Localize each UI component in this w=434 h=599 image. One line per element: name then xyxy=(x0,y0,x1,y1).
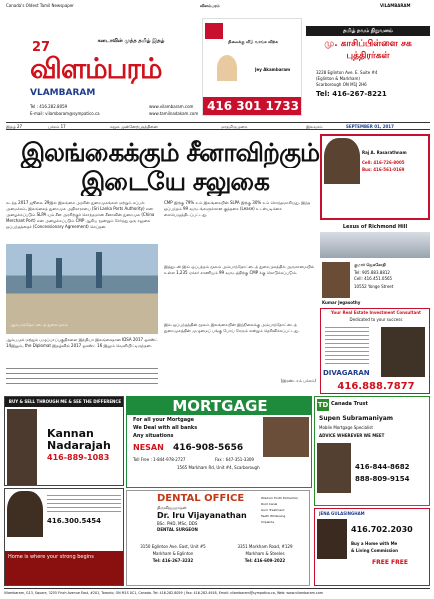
td-slogan: ADVICE WHEREVER WE MEET xyxy=(319,433,385,438)
crane-shape xyxy=(96,252,102,288)
headline-line-2: இடையே சலுகை xyxy=(80,168,269,196)
divagaran-subtitle: Dedicated to your success xyxy=(349,317,403,322)
ad-title: மு. காசிப்பிள்ளை சக புத்திரர்கள் xyxy=(324,39,412,61)
dental-title: DENTAL OFFICE xyxy=(157,493,245,504)
dental-tamil: திருவிஜயநாதன் xyxy=(157,505,187,510)
ad-title: நிலைக்கு வீடு வாங்க விற்க xyxy=(228,39,278,44)
mortgage-line-3: Any situations xyxy=(133,433,174,439)
jena-phone[interactable]: 416.702.2030 xyxy=(351,525,413,534)
dental-service: Teeth Whitening xyxy=(261,514,286,518)
kumar-tamil-name: குமார் ஜெகசோதி xyxy=(354,262,386,267)
dental-location-1 xyxy=(127,543,219,583)
agent-name: Jey Akambaram xyxy=(255,67,291,72)
jena-free: FREE FREE xyxy=(372,559,408,566)
crane-shape xyxy=(26,254,32,288)
lexus-banner[interactable]: Lexus of Richmond Hill xyxy=(342,224,408,230)
article-col2-p3: இவ் ஒப்பந்தத்தின் மூலம் இலங்கையின் இந்நிலைக்கு அம்பாந்தோட்டைத் துறைமுகத்தின் முழுமைப் பங்கு போய் சேரும் என்றும் தெரிவிக்கப்பட்டது. xyxy=(164,322,300,333)
kumar-cell[interactable]: Cell: 416.451.0565 xyxy=(354,276,393,281)
dental-phone[interactable]: Tel: 416-267-3232 xyxy=(152,558,194,563)
dateline-note: சுமூக முன்னேற்பதத்தினை xyxy=(110,124,158,129)
masthead-tel: Tel : 416.282.8059 xyxy=(30,104,68,109)
ad-address-2: (Eglinton & Markham) xyxy=(316,76,360,81)
divagaran-phone[interactable]: 416.888.7877 xyxy=(337,381,415,392)
divagaran-title: Your Real Estate Investment Consultant xyxy=(331,310,421,315)
dateline xyxy=(6,122,430,130)
anniversary-number: 27 xyxy=(32,40,51,52)
lexus-car-image xyxy=(320,232,430,258)
td-title: Canada Trust xyxy=(331,401,368,407)
mortgage-title: MORTGAGE xyxy=(127,397,312,415)
td-logo-icon: TD xyxy=(317,401,329,409)
masthead-web1: www.vilambaram.com xyxy=(149,104,194,109)
agent-photo xyxy=(217,55,237,81)
agent-phone[interactable]: 416 301 1733 xyxy=(203,97,302,115)
kumar-ad[interactable] xyxy=(320,260,430,308)
realtor-name: Raj A. Rasarathnam xyxy=(362,150,407,155)
ruban-slogan: Home is where your strong begins xyxy=(5,551,124,586)
masthead-email: E-mail: vilambaram@sympatico.ca xyxy=(30,111,100,116)
continued-note: (இரண்டாம் பக்கம்) xyxy=(280,378,316,383)
right-top-ad[interactable] xyxy=(306,26,430,116)
kumar-tel[interactable]: Tel: 905.883.8812 xyxy=(354,270,390,275)
masthead-small: விளம்பரம் xyxy=(200,3,220,8)
ad-tel[interactable]: Tel: 416-267-8221 xyxy=(316,90,387,98)
issue-date: SEPTEMBER 01, 2017 xyxy=(346,124,394,129)
mortgage-tollfree: Toll Free : 1-844-978-2727 xyxy=(133,457,186,462)
td-name: Supen Subramaniyam xyxy=(319,415,394,422)
jena-slogan-1: Buy a Home with Me xyxy=(351,541,398,546)
td-phone-2[interactable]: 888-809-9154 xyxy=(355,475,410,483)
divagaran-text xyxy=(325,325,369,365)
realtor-cell[interactable]: Cell: 416-726-8005 xyxy=(362,160,405,165)
dental-ad[interactable] xyxy=(126,490,310,586)
ad-logo xyxy=(205,23,223,39)
headline-line-1: இலங்கைக்கும் சீனாவிற்கும் xyxy=(20,138,320,167)
price: இலவசம் xyxy=(306,124,323,129)
mortgage-fax: Fax : 647-351-3309 xyxy=(215,457,254,462)
kannan-last-name: Nadarajah xyxy=(47,439,111,451)
top-right-label: VILAMBARAM xyxy=(380,3,411,8)
dental-services xyxy=(261,495,309,535)
ruban-ad[interactable] xyxy=(4,488,124,586)
article-col2-p2: இத்துடன் இவ் ஒப்பந்தம் மூலம் அம்பாந்தோட்டைத் துறைமுகத்தில் அருகாமையில் உள்ள 1,235 ஏக்கர் காணியும் 99 வருடத்திற்கு CMP க்கு கொடுக்கப்படும். xyxy=(164,264,315,275)
mortgage-line-2: We Deal with all banks xyxy=(133,425,198,431)
ruban-phone[interactable]: 416.300.5454 xyxy=(47,517,102,525)
dental-address: 3150 Eglinton Ave. East, Unit #5 xyxy=(140,544,206,549)
masthead xyxy=(4,10,200,122)
logo-tamil: விளம்பரம் xyxy=(30,52,162,85)
nesan-phone[interactable]: 416-908-5656 xyxy=(173,443,244,453)
mortgage-ad[interactable] xyxy=(126,396,312,488)
dental-location-2 xyxy=(219,543,310,583)
footer: Vilambaram, G13, Square, 3255 Finch Avenue East, #201, Toronto, ON M1S 0C1, Canada. Tel: 416.282.8059 | Fax: 416.282.4918, Email: vilambaram@sympatico.ca, Web: www.vilambaram.com xyxy=(4,588,430,597)
photo-caption: ஆம்பாந்தோட்டைத் துறைமுகம் xyxy=(10,322,68,327)
nesan-name: NESAN xyxy=(133,443,164,452)
kannan-first-name: Kannan xyxy=(47,427,94,439)
nesan-photo xyxy=(263,417,309,457)
dental-service: Gum Treatment xyxy=(261,508,285,512)
jena-name: JENA GULASINGHAM xyxy=(319,511,365,516)
kannan-phone[interactable]: 416-889-1083 xyxy=(47,453,110,462)
kumar-name: Kumar Jegasothy xyxy=(322,300,361,305)
jena-slogan-2: & Living Commission xyxy=(351,548,399,553)
page-number: பக்கம் 17 xyxy=(48,124,66,129)
dental-address: 3351 Markham Road, #129 xyxy=(237,544,293,549)
td-phone-1[interactable]: 416-844-8682 xyxy=(355,463,410,471)
mortgage-line-1: For all your Mortgage xyxy=(133,417,195,423)
ad-address-1: 3228 Eglinton Ave. E. Suite #4 xyxy=(316,70,378,75)
kumar-photo xyxy=(322,262,350,298)
logo-english: VLAMBARAM xyxy=(30,88,96,98)
dental-address: Markham & Steeles xyxy=(245,551,285,556)
dental-phone[interactable]: Tel: 416-609-2022 xyxy=(244,558,286,563)
ruban-text xyxy=(47,493,121,513)
kannan-ad[interactable] xyxy=(4,396,124,486)
slogan: கனடாவின் முத்த தமிழ் இதழ் xyxy=(97,38,165,44)
tagline: Canada's Oldest Tamil Newspaper xyxy=(6,3,74,8)
dental-service: Implants xyxy=(261,520,275,524)
td-subtitle: Mobile Mortgage Specialist xyxy=(319,425,373,430)
td-ad[interactable] xyxy=(314,396,430,506)
photo-description: ஆம்பமுக் மற்றும் பழுப்பாப்பகுதிகளை இந்தியா இலங்கைதான IDSA 2017 ஓகஸ்ட் 14இலும், the Diplomat இதழ்வில் 2017 ஓகஸ்ட் 16 இலும் வெளியிட்டிருந்தன. xyxy=(6,337,158,348)
realtor-ad-top[interactable] xyxy=(202,18,302,116)
kumar-address: 10552 Yonge Street xyxy=(354,284,394,289)
td-photo xyxy=(317,443,351,493)
realtor-photo xyxy=(324,138,360,184)
issue-number: இதழ் 27 xyxy=(6,124,23,129)
article-lead: கடந்த 2017 ஜூலை 29இல் இலங்கை அரசின் துறைமுகங்கள் மற்றும் கப்பல் அமைச்சும், இலங்கைத் துறைமுக அதிகாரசபை (Sri Lanka Ports Authority) என அழைக்கப்படும் SLPA யும் சீன அரசிற்குச் சொந்தமான சீனாவின் துறைமுக (China Merchant Port) என அழைக்கப்படும் CMP ஆகிய மூன்றும் சேர்ந்து ஒரு சலுகை ஒப்பந்தத்தைச் (Concessionary Agreement) செய்தன. xyxy=(6,200,155,229)
dental-degree: BSc. PHD, MSc, DDS xyxy=(157,521,198,526)
divagaran-ad[interactable] xyxy=(320,308,430,394)
dental-address: Markham & Eglinton xyxy=(152,551,194,556)
realtor-raj-ad[interactable] xyxy=(320,134,430,220)
kannan-slogan: BUY & SELL THROUGH ME & SEE THE DIFFERENCE xyxy=(5,397,124,407)
dental-service: Wisdom Tooth Extraction xyxy=(261,496,299,500)
divagaran-name: DIVAGARAN xyxy=(323,369,370,377)
crane-shape xyxy=(56,258,62,288)
dental-name: Dr. Iru Vijayanathan xyxy=(157,511,247,520)
realtor-bus[interactable]: Bus: 416-561-0169 xyxy=(362,167,405,172)
frequency: மாதமிருமுறை xyxy=(221,124,248,129)
article-text-block xyxy=(6,366,158,388)
mortgage-address: 1565 Markham Rd, Unit #4, Scarborough xyxy=(177,465,260,470)
ad-header: தமிழ் நவம் நிறுவனம் xyxy=(306,26,430,36)
masthead-web2: www.tamilnadakam.com xyxy=(149,111,199,116)
jena-photo xyxy=(317,519,347,559)
dental-service: Root Canal xyxy=(261,502,278,506)
port-photo xyxy=(6,244,158,334)
ad-address-3: Scarborough ON M1J 2H6 xyxy=(316,82,367,87)
jena-ad[interactable] xyxy=(314,508,430,586)
article-col2-p1: CMP இற்கு 79% உம் இலங்கையின் SLPA இற்கு 30% உம் சொந்தமாகியது. இந்த ஒப்பந்தம் 99 வருடங்களுக்கான குத்தகை (Lease) உடன்படிக்கை கையெழுத்திடப்பட்டது. xyxy=(164,200,311,217)
dental-surgeon: DENTAL SURGEON xyxy=(157,527,198,532)
kannan-photo xyxy=(7,409,37,485)
ruban-photo xyxy=(7,491,43,537)
